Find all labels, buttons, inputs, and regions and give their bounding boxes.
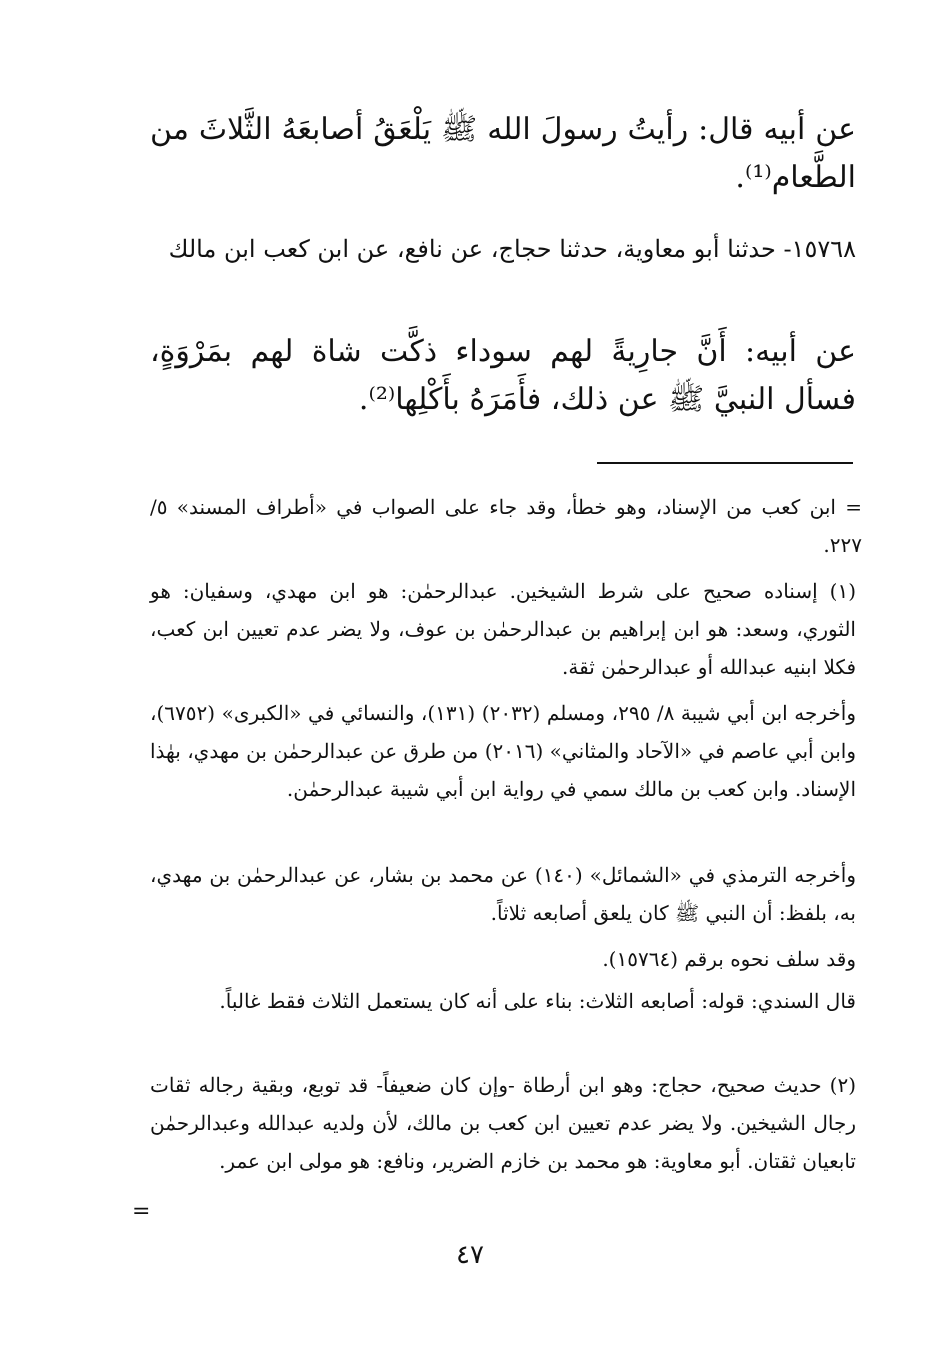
footnote-separator — [597, 462, 853, 464]
footnote-1-paragraph-1: (١) إسناده صحيح على شرط الشيخين. عبدالرحمٰن: هو ابن مهدي، وسفيان: هو الثوري، وسعد: هو ابن إبراهيم بن عبدالرحمٰن بن عوف، ولا يضر عدم تعيين ابن كعب، فكلا ابنيه عبدالله أو عبدالرحمٰن ثقة. — [150, 579, 856, 679]
footnote-continuation: = ابن كعب من الإسناد، وهو خطأ، وقد جاء على الصواب في «أطراف المسند» ٥/ ٢٢٧. — [150, 495, 862, 557]
matn-paragraph-2: عن أبيه: أَنَّ جارِيةً لهم سوداء ذكَّت شاة لهم بمَرْوَةٍ، فسأل النبيَّ ﷺ عن ذلك، فأَمَرَهُ بأَكْلِها⁽²⁾. — [150, 334, 856, 417]
hadith-isnad-line: ١٥٧٦٨- حدثنا أبو معاوية، حدثنا حجاج، عن نافع، عن ابن كعب ابن مالك — [168, 235, 856, 263]
footnote-1-paragraph-2: وأخرجه ابن أبي شيبة ٨/ ٢٩٥، ومسلم (٢٠٣٢) (١٣١)، والنسائي في «الكبرى» (٦٧٥٢)، وابن أبي عاصم في «الآحاد والمثاني» (٢٠١٦) من طرق عن عبدالرحمٰن بن مهدي، بهٰذا الإسناد. وابن كعب بن مالك سمي في رواية ابن أبي شيبة عبدالرحمٰن. — [150, 701, 856, 801]
footnote-1-paragraph-4: وقد سلف نحوه برقم (١٥٧٦٤). — [602, 947, 856, 971]
page-number: ٤٧ — [456, 1240, 484, 1270]
matn-paragraph-1: عن أبيه قال: رأيتُ رسولَ الله ﷺ يَلْعَقُ أصابعَهُ الثَّلاثَ من الطَّعام⁽¹⁾. — [150, 112, 856, 195]
footnote-2-paragraph-1: (٢) حديث صحيح، حجاج: وهو ابن أرطاة -وإن كان ضعيفاً- قد توبع، وبقية رجاله ثقات رجال الشيخين. ولا يضر عدم تعيين ابن كعب بن مالك، لأن ولديه عبدالله وعبدالرحمٰن تابعيان ثقتان. أبو معاوية: هو محمد بن خازم الضرير، ونافع: هو مولى ابن عمر. — [150, 1073, 856, 1173]
footnote-1-paragraph-5: قال السندي: قوله: أصابعه الثلاث: بناء على أنه كان يستعمل الثلاث فقط غالباً. — [219, 989, 856, 1013]
footnote-1-paragraph-3: وأخرجه الترمذي في «الشمائل» (١٤٠) عن محمد بن بشار، عن عبدالرحمٰن بن مهدي، به، بلفظ: أن النبي ﷺ كان يلعق أصابعه ثلاثاً. — [150, 863, 856, 925]
continuation-mark: = — [132, 1199, 151, 1224]
